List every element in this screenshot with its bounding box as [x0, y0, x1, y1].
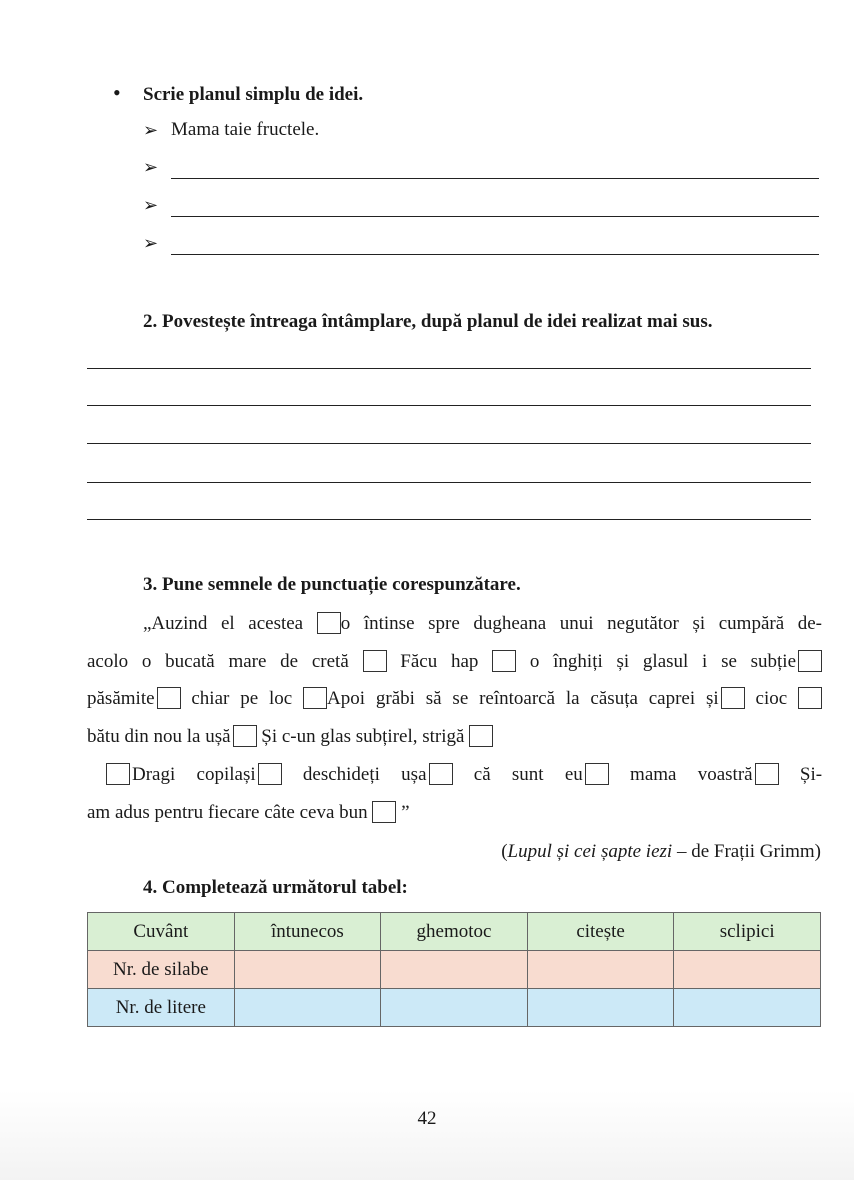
plan-item-3-line[interactable] — [171, 216, 819, 217]
answer-cell[interactable] — [674, 951, 821, 989]
closing-quote: ” — [401, 802, 410, 823]
plan-item-2-line[interactable] — [171, 178, 819, 179]
text-fragment: Dragi copilași — [132, 764, 256, 785]
text-fragment: cioc — [755, 688, 788, 709]
plan-item-4-line[interactable] — [171, 254, 819, 255]
text-fragment: acolo o bucată mare de cretă — [87, 651, 349, 672]
text-fragment: „Auzind el acestea — [143, 613, 304, 634]
plan-item-1: Mama taie fructele. — [171, 119, 320, 140]
punctuation-box[interactable] — [258, 763, 282, 785]
text-fragment: deschideți ușa — [302, 764, 427, 785]
text-fragment: bătu din nou la ușă — [87, 726, 231, 747]
text-line-3 — [87, 687, 822, 710]
punctuation-box[interactable] — [303, 687, 327, 709]
punctuation-box[interactable] — [469, 725, 493, 747]
answer-cell[interactable] — [527, 951, 674, 989]
section1-heading: Scrie planul simplu de idei. — [143, 84, 364, 105]
story-line[interactable] — [87, 482, 811, 483]
arrow-bullet-icon: ➢ — [143, 233, 159, 253]
citation-open: ( — [501, 841, 508, 862]
text-fragment: Făcu hap — [400, 651, 479, 672]
section4-heading: 4. Completează următorul tabel: — [143, 877, 408, 898]
punctuation-box[interactable] — [372, 801, 396, 823]
table-row-syllables — [88, 951, 821, 989]
text-fragment: păsămite — [87, 688, 155, 709]
story-line[interactable] — [87, 443, 811, 444]
bullet-icon: • — [113, 80, 121, 105]
page-shadow — [0, 1090, 854, 1180]
answer-cell[interactable] — [381, 989, 528, 1027]
citation — [501, 841, 821, 863]
punctuation-box[interactable] — [585, 763, 609, 785]
row-label: Nr. de litere — [88, 989, 235, 1027]
text-fragment: mama voastră — [630, 764, 753, 785]
text-line-6 — [87, 801, 822, 824]
text-fragment: o întinse spre dugheana unui negutător și cumpără de- — [340, 613, 823, 634]
citation-title: Lupul și cei șapte iezi — [507, 841, 673, 862]
text-fragment: o înghiți și glasul i se subție — [529, 651, 797, 672]
punctuation-box[interactable] — [429, 763, 453, 785]
text-fragment: Și c-un glas subțirel, strigă — [261, 726, 465, 747]
text-fragment: Și- — [799, 764, 823, 785]
punctuation-box[interactable] — [106, 763, 130, 785]
table-header-cell: citește — [527, 913, 674, 951]
punctuation-box[interactable] — [317, 612, 341, 634]
punctuation-box[interactable] — [492, 650, 516, 672]
answer-cell[interactable] — [674, 989, 821, 1027]
punctuation-box[interactable] — [157, 687, 181, 709]
answer-cell[interactable] — [234, 951, 381, 989]
punctuation-box[interactable] — [233, 725, 257, 747]
punctuation-box[interactable] — [798, 650, 822, 672]
table-header-row — [88, 913, 821, 951]
section2-heading: 2. Povestește întreaga întâmplare, după planul de idei realizat mai sus. — [143, 311, 713, 332]
text-line-2 — [87, 650, 822, 673]
section3-heading: 3. Pune semnele de punctuație corespunzătare. — [143, 574, 521, 595]
table-header-cell: ghemotoc — [381, 913, 528, 951]
punctuation-box[interactable] — [755, 763, 779, 785]
table-header-cell: sclipici — [674, 913, 821, 951]
citation-author: – de Frații Grimm) — [672, 841, 821, 862]
arrow-bullet-icon: ➢ — [143, 195, 159, 215]
punctuation-box[interactable] — [363, 650, 387, 672]
story-line[interactable] — [87, 405, 811, 406]
page-number: 42 — [417, 1108, 437, 1129]
word-table — [87, 912, 821, 1027]
text-line-5 — [106, 763, 822, 786]
text-fragment: că sunt eu — [473, 764, 583, 785]
row-label: Nr. de silabe — [88, 951, 235, 989]
text-fragment: am adus pentru fiecare câte ceva bun — [87, 802, 368, 823]
answer-cell[interactable] — [381, 951, 528, 989]
answer-cell[interactable] — [234, 989, 381, 1027]
answer-cell[interactable] — [527, 989, 674, 1027]
story-line[interactable] — [87, 368, 811, 369]
text-line-4 — [87, 725, 822, 748]
text-fragment: chiar pe loc — [191, 688, 293, 709]
table-header-cell: întunecos — [234, 913, 381, 951]
story-line[interactable] — [87, 519, 811, 520]
table-row-letters — [88, 989, 821, 1027]
arrow-bullet-icon: ➢ — [143, 120, 159, 140]
arrow-bullet-icon: ➢ — [143, 157, 159, 177]
table-header-cell: Cuvânt — [88, 913, 235, 951]
text-fragment: Apoi grăbi să se reîntoarcă la căsuța caprei și — [327, 688, 719, 709]
punctuation-box[interactable] — [721, 687, 745, 709]
punctuation-box[interactable] — [798, 687, 822, 709]
text-line-1 — [143, 612, 822, 635]
